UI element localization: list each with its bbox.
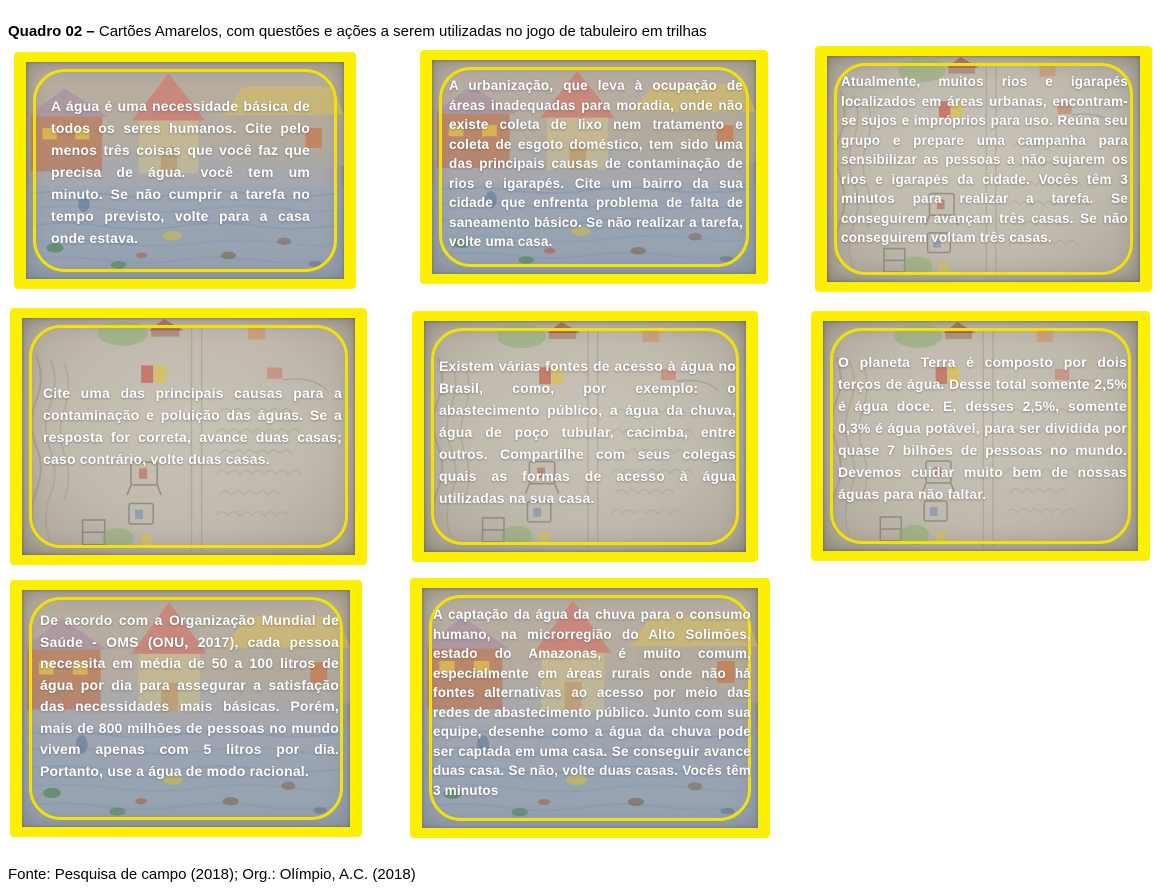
card-photo-field-trees [424,321,746,552]
card-photo-field-trees [827,56,1140,282]
card-photo-houses-river [432,60,756,274]
card-photo-field-trees [22,318,355,555]
figure-source: Fonte: Pesquisa de campo (2018); Org.: Olímpio, A.C. (2018) [8,866,416,883]
yellow-card-4 [10,308,367,565]
figure-label: Quadro 02 – [8,23,95,40]
card-photo-field-trees [823,321,1138,551]
yellow-card-7 [10,580,362,837]
card-text: O planeta Terra é composto por dois terços de água. Desse total somente 2,5% é água doce. E, desses 2,5%, somente 0,3% é água potável, para ser dividida por quase 7 bilhões de pessoas no mundo. Devemos cuidar muito bem de nossas águas para não faltar. [838,354,1127,502]
yellow-card-5 [412,311,758,562]
card-photo-houses-river [422,588,758,828]
card-photo-houses-river [26,62,344,279]
figure-caption-text: Cartões Amarelos, com questões e ações a serem utilizadas no jogo de tabuleiro em trilhas [94,23,707,40]
card-text: A água é uma necessidade básica de todos os seres humanos. Cite pelo menos três coisas que você faz que precisa de água. você tem um minuto. Se não cumprir a tarefa no tempo previsto, volte para a casa onde estava. [51,98,310,246]
card-photo-houses-river [22,590,350,827]
yellow-card-8 [410,578,770,838]
yellow-card-1 [14,52,356,289]
card-text: A captação da água da chuva para o consumo humano, na microrregião do Alto Solimões, estado do Amazonas, é muito comum, especialmente em áreas rurais onde não há fontes alternativas ao acesso por meio das redes de abastecimento público. Junto com sua equipe, desenhe como a água da chuva pode ser captada em uma casa. Se conseguir avance duas casa. Se não, volte duas casas. Vocês têm 3 minutos [433,607,751,798]
card-text: Existem várias fontes de acesso à água no Brasil, como, por exemplo: o abastecimento público, a água da chuva, água de poço tubular, cacimba, entre outros. Compartilhe com seus colegas quais as formas de acesso à água utilizadas na sua casa. [439,358,736,506]
card-text: De acordo com a Organização Mundial de Saúde - OMS (ONU, 2017), cada pessoa necessita em média de 50 a 100 litros de água por dia para assegurar a satisfação das necessidades mais básicas. Porém, mais de 800 milhões de pessoas no mundo vivem apenas com 5 litros por dia. Portanto, use a água de modo racional. [40,612,339,779]
figure-caption [8,22,707,42]
card-text: A urbanização, que leva à ocupação de áreas inadequadas para moradia, onde não existe coleta de lixo nem tratamento e coleta de esgoto doméstico, tem sido uma das principais causas de contaminação de rios e igarapés. Cite um bairro da sua cidade que enfrenta problema de falta de saneamento básico. Se não realizar a tarefa, volte uma casa. [449,78,743,249]
card-text: Cite uma das principais causas para a contaminação e poluição das águas. Se a resposta for correta, avance duas casas; caso contrário, volte duas casas. [43,385,342,467]
yellow-card-2 [420,50,768,284]
card-text: Atualmente, muitos rios e igarapés localizados em áreas urbanas, encontram-se sujos e impróprios para uso. Reúna seu grupo e prepare uma campanha para sensibilizar as pessoas a não sujarem os rios e igarapés da cidade. Vocês têm 3 minutos para realizar a tarefa. Se conseguirem avançam três casas. Se não conseguirem voltam três casas. [841,74,1128,245]
yellow-card-6 [811,311,1150,561]
yellow-card-3 [815,46,1152,292]
